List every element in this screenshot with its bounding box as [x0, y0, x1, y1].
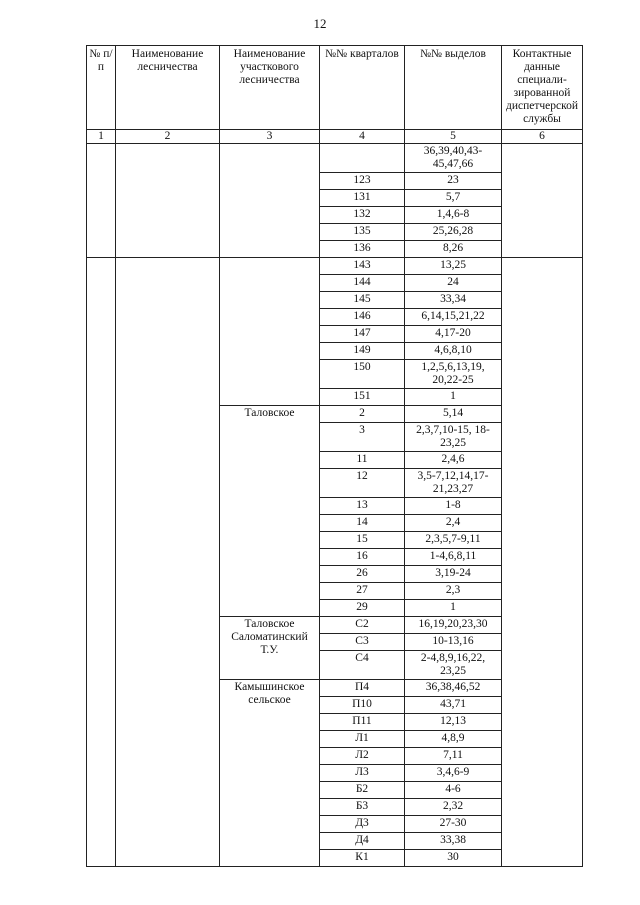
column-number: 3	[220, 130, 320, 144]
allotment-cell: 2,3	[405, 583, 502, 600]
allotment-cell: 2,4,6	[405, 452, 502, 469]
allotment-cell: 1-8	[405, 498, 502, 515]
column-number-row	[87, 130, 583, 144]
quarter-cell: 13	[320, 498, 405, 515]
allotment-cell: 3,19-24	[405, 566, 502, 583]
quarter-cell: Л1	[320, 731, 405, 748]
num-cell	[87, 258, 116, 867]
quarter-cell: 27	[320, 583, 405, 600]
quarter-cell: 11	[320, 452, 405, 469]
quarter-cell: 146	[320, 309, 405, 326]
header-row	[87, 46, 583, 130]
column-number: 4	[320, 130, 405, 144]
header-quarters: №№ кварталов	[320, 46, 405, 130]
allotment-cell: 10-13,16	[405, 634, 502, 651]
district-cell	[220, 144, 320, 258]
quarter-cell: 12	[320, 469, 405, 498]
allotment-cell: 5,7	[405, 190, 502, 207]
forestry-cell	[116, 258, 220, 867]
quarter-cell: 26	[320, 566, 405, 583]
allotment-cell: 3,5-7,12,14,17-21,23,27	[405, 469, 502, 498]
allotment-cell: 1	[405, 600, 502, 617]
quarter-cell: Б2	[320, 782, 405, 799]
allotment-cell: 4,17-20	[405, 326, 502, 343]
allotment-cell: 36,39,40,43-45,47,66	[405, 144, 502, 173]
header-forestry: Наименование лесничества	[116, 46, 220, 130]
quarter-cell: 149	[320, 343, 405, 360]
num-cell	[87, 144, 116, 258]
quarter-cell: П11	[320, 714, 405, 731]
quarter-cell: 3	[320, 423, 405, 452]
allotment-cell: 5,14	[405, 406, 502, 423]
quarter-cell: Л3	[320, 765, 405, 782]
allotment-cell: 4,8,9	[405, 731, 502, 748]
quarter-cell: Д4	[320, 833, 405, 850]
quarter-cell: К1	[320, 850, 405, 867]
quarter-cell: Д3	[320, 816, 405, 833]
column-number: 1	[87, 130, 116, 144]
quarter-cell: 136	[320, 241, 405, 258]
table-row	[87, 144, 583, 173]
allotment-cell: 12,13	[405, 714, 502, 731]
quarter-cell: 15	[320, 532, 405, 549]
quarter-cell: 29	[320, 600, 405, 617]
contacts-cell	[502, 258, 583, 867]
header-allotments: №№ выделов	[405, 46, 502, 130]
allotment-cell: 16,19,20,23,30	[405, 617, 502, 634]
allotment-cell: 33,38	[405, 833, 502, 850]
allotment-cell: 25,26,28	[405, 224, 502, 241]
allotment-cell: 2,4	[405, 515, 502, 532]
quarter-cell: 147	[320, 326, 405, 343]
allotment-cell: 1	[405, 389, 502, 406]
quarter-cell: 143	[320, 258, 405, 275]
allotment-cell: 24	[405, 275, 502, 292]
district-cell	[220, 258, 320, 406]
header-district-forestry: Наименование участкового лесничества	[220, 46, 320, 130]
quarter-cell: 131	[320, 190, 405, 207]
quarter-cell: 144	[320, 275, 405, 292]
allotment-cell: 2,3,7,10-15, 18-23,25	[405, 423, 502, 452]
forestry-table	[86, 45, 583, 867]
allotment-cell: 2,3,5,7-9,11	[405, 532, 502, 549]
allotment-cell: 1,4,6-8	[405, 207, 502, 224]
quarter-cell: С2	[320, 617, 405, 634]
allotment-cell: 4,6,8,10	[405, 343, 502, 360]
allotment-cell: 7,11	[405, 748, 502, 765]
quarter-cell: П10	[320, 697, 405, 714]
district-label-kamyshinskoe: Камышинское сельское	[220, 680, 320, 867]
forestry-cell	[116, 144, 220, 258]
quarter-cell: Б3	[320, 799, 405, 816]
contacts-cell	[502, 144, 583, 258]
table-body	[87, 144, 583, 867]
column-number: 5	[405, 130, 502, 144]
allotment-cell: 6,14,15,21,22	[405, 309, 502, 326]
header-contacts: Контактные данные специали-зированной диспетчерской службы	[502, 46, 583, 130]
header-num: № п/п	[87, 46, 116, 130]
allotment-cell: 8,26	[405, 241, 502, 258]
district-label-talovskoe: Таловское	[220, 406, 320, 617]
allotment-cell: 27-30	[405, 816, 502, 833]
column-number: 2	[116, 130, 220, 144]
quarter-cell: 150	[320, 360, 405, 389]
quarter-cell	[320, 144, 405, 173]
quarter-cell: 16	[320, 549, 405, 566]
allotment-cell: 36,38,46,52	[405, 680, 502, 697]
table-row	[87, 258, 583, 275]
allotment-cell: 4-6	[405, 782, 502, 799]
quarter-cell: С4	[320, 651, 405, 680]
column-number: 6	[502, 130, 583, 144]
quarter-cell: С3	[320, 634, 405, 651]
quarter-cell: 123	[320, 173, 405, 190]
allotment-cell: 30	[405, 850, 502, 867]
quarter-cell: 132	[320, 207, 405, 224]
allotment-cell: 13,25	[405, 258, 502, 275]
allotment-cell: 2-4,8,9,16,22, 23,25	[405, 651, 502, 680]
quarter-cell: 14	[320, 515, 405, 532]
allotment-cell: 2,32	[405, 799, 502, 816]
quarter-cell: Л2	[320, 748, 405, 765]
allotment-cell: 1,2,5,6,13,19, 20,22-25	[405, 360, 502, 389]
quarter-cell: П4	[320, 680, 405, 697]
allotment-cell: 1-4,6,8,11	[405, 549, 502, 566]
quarter-cell: 151	[320, 389, 405, 406]
allotment-cell: 33,34	[405, 292, 502, 309]
quarter-cell: 145	[320, 292, 405, 309]
allotment-cell: 23	[405, 173, 502, 190]
quarter-cell: 135	[320, 224, 405, 241]
district-label-salomatinsky: Таловское Саломатинский Т.У.	[220, 617, 320, 680]
allotment-cell: 3,4,6-9	[405, 765, 502, 782]
page-number: 12	[313, 16, 327, 31]
allotment-cell: 43,71	[405, 697, 502, 714]
quarter-cell: 2	[320, 406, 405, 423]
